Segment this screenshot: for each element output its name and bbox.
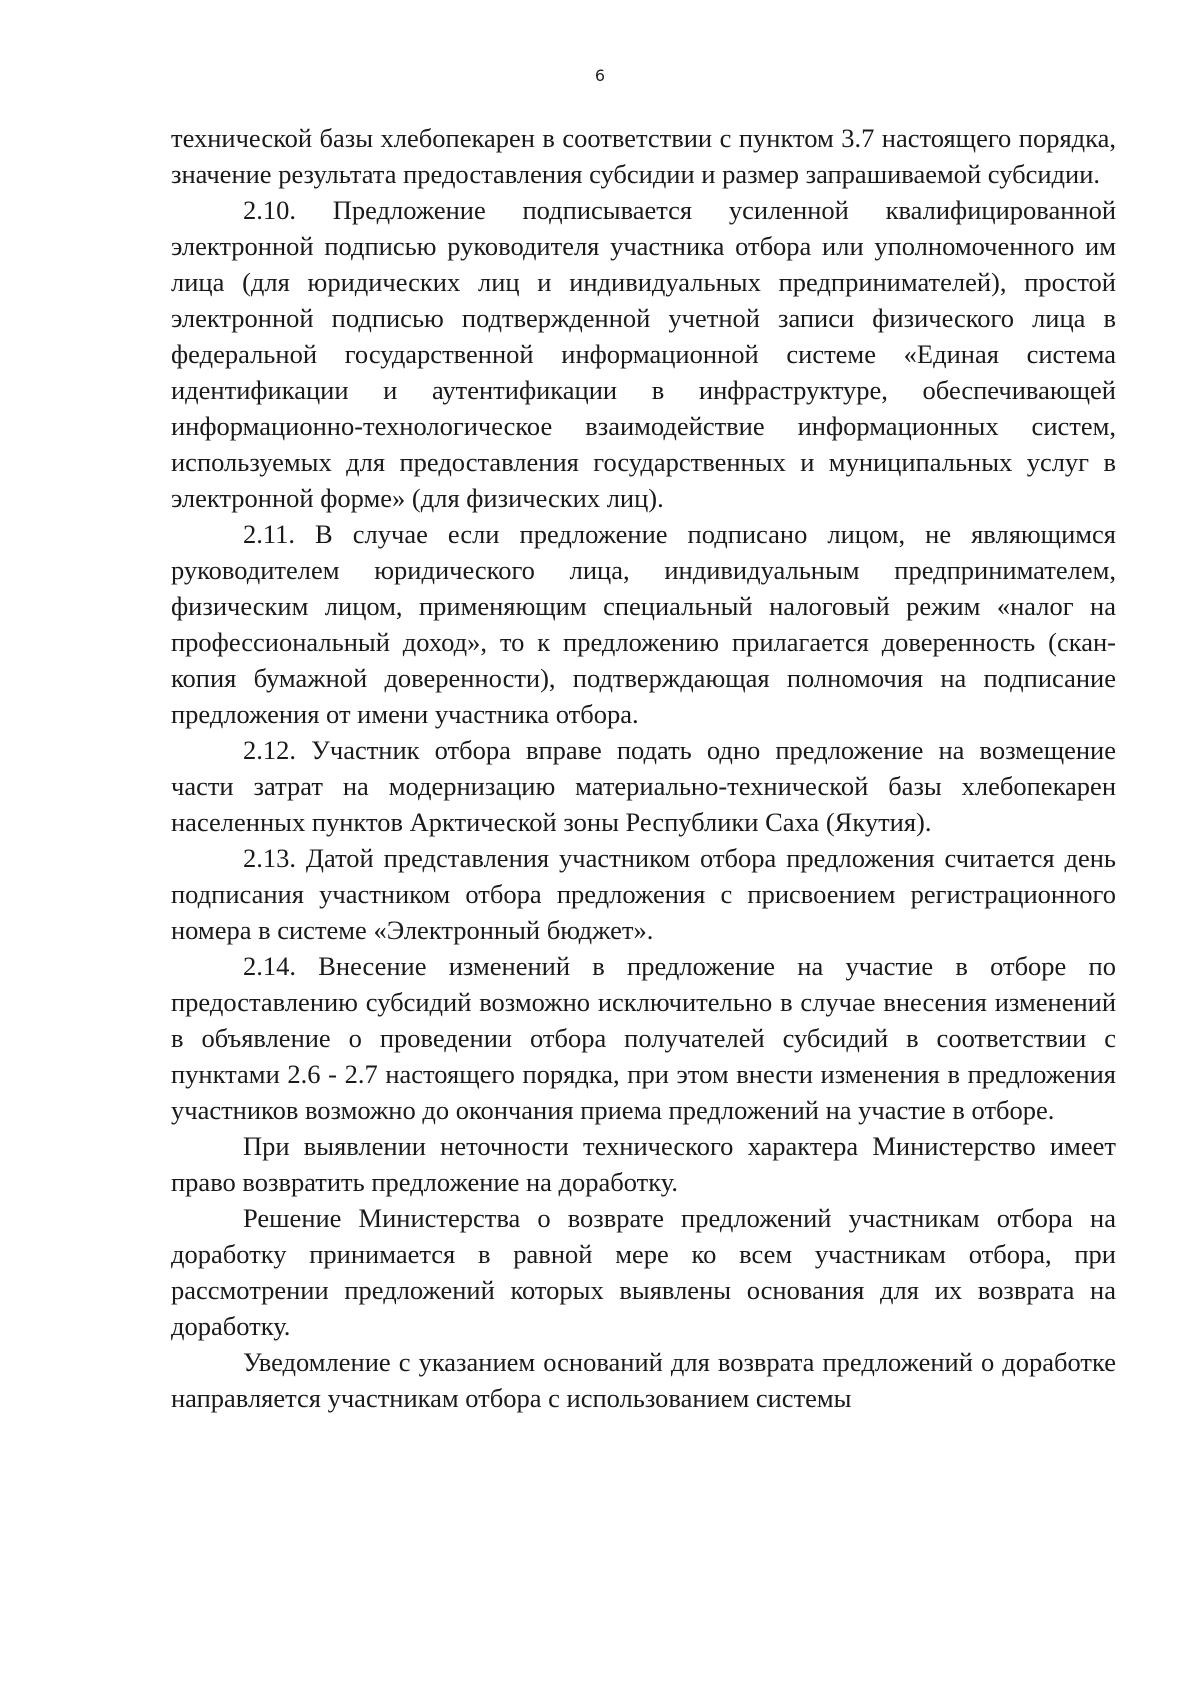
paragraph-2-14: 2.14. Внесение изменений в предложение на участие в отборе по предоставлению субсидий возможно исключительно в случае внесения изменений в объявление о проведении отбора получателей субсидий в соответствии с пунктами 2.6 - 2.7 настоящего порядка, при этом внести изменения в предложения участников возможно до окончания приема предложений на участие в отборе. <box>171 951 1116 1125</box>
document-body <box>171 120 1116 1416</box>
paragraph-continuation: технической базы хлебопекарен в соответствии с пунктом 3.7 настоящего порядка, значение результата предоставления субсидии и размер запрашиваемой субсидии. <box>171 123 1116 189</box>
paragraph-notification: Уведомление с указанием оснований для возврата предложений о доработке направляется участникам отбора с использованием системы <box>171 1347 1116 1413</box>
paragraph-2-12: 2.12. Участник отбора вправе подать одно предложение на возмещение части затрат на модернизацию материально-технической базы хлебопекарен населенных пунктов Арктической зоны Республики Саха (Якутия). <box>171 735 1116 837</box>
paragraph-2-11: 2.11. В случае если предложение подписано лицом, не являющимся руководителем юридического лица, индивидуальным предпринимателем, физическим лицом, применяющим специальный налоговый режим «налог на профессиональный доход», то к предложению прилагается доверенность (скан-копия бумажной доверенности), подтверждающая полномочия на подписание предложения от имени участника отбора. <box>171 519 1116 729</box>
page-number: 6 <box>594 66 606 85</box>
paragraph-technical-errors: При выявлении неточности технического характера Министерство имеет право возвратить предложение на доработку. <box>171 1131 1116 1197</box>
paragraph-return-decision: Решение Министерства о возврате предложений участникам отбора на доработку принимается в равной мере ко всем участникам отбора, при рассмотрении предложений которых выявлены основания для их возврата на доработку. <box>171 1203 1116 1341</box>
paragraph-2-13: 2.13. Датой представления участником отбора предложения считается день подписания участником отбора предложения с присвоением регистрационного номера в системе «Электронный бюджет». <box>171 843 1116 945</box>
paragraph-2-10: 2.10. Предложение подписывается усиленной квалифицированной электронной подписью руководителя участника отбора или уполномоченного им лица (для юридических лиц и индивидуальных предпринимателей), простой электронной подписью подтвержденной учетной записи физического лица в федеральной государственной информационной системе «Единая система идентификации и аутентификации в инфраструктуре, обеспечивающей информационно-технологическое взаимодействие информационных систем, используемых для предоставления государственных и муниципальных услуг в электронной форме» (для физических лиц). <box>171 195 1116 513</box>
